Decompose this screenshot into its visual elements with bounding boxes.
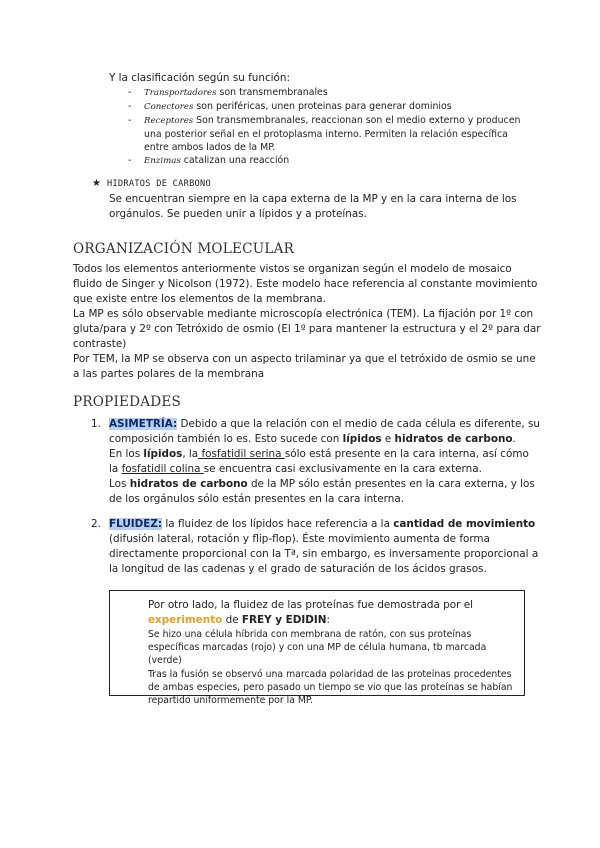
- star-icon: ★: [92, 178, 101, 189]
- dash-bullet: -: [128, 155, 132, 166]
- functions-list: [128, 86, 528, 168]
- asymmetry-bold: lípidos: [143, 448, 183, 460]
- experiment-keyword: experimento: [148, 614, 223, 626]
- function-term: Conectores: [144, 102, 194, 112]
- asymmetry-line-1: [109, 417, 541, 447]
- function-text: Son transmembranales, reaccionan son el medio externo y producen una posterior señal en el protoplasma interno. Permiten la relación específica entre ambos lados de la MP.: [144, 115, 521, 153]
- carbohydrates-text: Se encuentran siempre en la capa externa de la MP y en la cara interna de los orgánulos. Se pueden unir a lípidos y a proteínas.: [109, 193, 517, 220]
- dash-bullet: -: [128, 115, 132, 126]
- asymmetry-bold: hidratos de carbono: [394, 433, 513, 445]
- asymmetry-text: se encuentra casi exclusivamente en la cara externa.: [203, 463, 482, 475]
- experiment-intro: [148, 598, 518, 628]
- experiment-text: Por otro lado, la fluidez de las proteínas fue demostrada por el: [148, 599, 473, 611]
- function-item: [128, 114, 528, 154]
- function-term: Transportadores: [144, 88, 217, 98]
- functions-intro: Y la clasificación según su función:: [109, 72, 290, 84]
- dash-bullet: -: [128, 87, 132, 98]
- asymmetry-text: .: [512, 433, 516, 445]
- experiment-box-content: [148, 598, 518, 707]
- molecular-heading: ORGANIZACIÓN MOLECULAR: [73, 241, 295, 257]
- asymmetry-text: En los: [109, 448, 144, 460]
- experiment-text: de: [222, 614, 242, 626]
- list-number: 1.: [91, 418, 101, 430]
- asymmetry-bold: hidratos de carbono: [129, 478, 248, 490]
- function-text: son transmembranales: [216, 87, 328, 98]
- function-term: Enzimas: [144, 156, 181, 166]
- molecular-paragraph: La MP es sólo observable mediante microscopía electrónica (TEM). La fijación por 1º con gluta/para y 2º con Tetróxido de osmio (El 1º para mantener la estructura y el 2º para dar contraste): [73, 308, 541, 350]
- asymmetry-text: e: [381, 433, 395, 445]
- fluidity-bold: cantidad de movimiento: [393, 518, 536, 530]
- list-number: 2.: [91, 518, 101, 530]
- function-item: [128, 100, 528, 114]
- fluidity-text: (difusión lateral, rotación y flip-flop). Éste movimiento aumenta de forma directamente proporcional con la Tª, sin embargo, es inversamente proporcional a la longitud de las cadenas y el grado de saturación de los ácidos grasos.: [109, 533, 539, 575]
- experiment-names: FREY y EDIDIN: [241, 614, 327, 626]
- fluidity-text: la fluidez de los lípidos hace referencia a la: [162, 518, 394, 530]
- fluidity-body: [109, 517, 541, 577]
- asymmetry-body: [109, 417, 541, 507]
- properties-heading: PROPIEDADES: [73, 394, 182, 410]
- asymmetry-line-3: [109, 477, 541, 507]
- experiment-paragraph: Se hizo una célula híbrida con membrana de ratón, con sus proteínas específicas marcadas (rojo) y con una MP de célula humana, tb marcada (verde): [148, 629, 487, 667]
- function-item: [128, 86, 528, 100]
- function-item: [128, 154, 528, 168]
- asymmetry-underlined: fosfatidil colina: [121, 463, 204, 475]
- asymmetry-text: , la: [182, 448, 199, 460]
- asymmetry-text: Debido a que la relación con el medio de cada célula es diferente, su composición también lo es. Esto sucede con: [109, 418, 540, 445]
- experiment-text: :: [326, 614, 330, 626]
- asymmetry-line-2: [109, 447, 541, 477]
- asymmetry-text: Los: [109, 478, 130, 490]
- asymmetry-label: ASIMETRÍA:: [109, 418, 178, 430]
- asymmetry-underlined: fosfatidil serina: [198, 448, 285, 460]
- carbohydrates-heading: [92, 178, 211, 189]
- asymmetry-bold: lípidos: [342, 433, 382, 445]
- function-term: Receptores: [144, 116, 194, 126]
- asymmetry-text: sólo está presente en la cara interna, así cómo la: [109, 448, 529, 475]
- dash-bullet: -: [128, 101, 132, 112]
- experiment-box: [109, 590, 525, 707]
- fluidity-label: FLUIDEZ:: [109, 518, 163, 530]
- asymmetry-text: de la MP sólo están presentes en la cara externa, y los de los orgánulos sólo están presentes en la cara interna.: [109, 478, 535, 505]
- experiment-paragraph: Tras la fusión se observó una marcada polaridad de las proteínas procedentes de ambas especies, pero pasado un tiempo se vio que las proteínas se habían repartido uniformemente por la MP.: [148, 668, 513, 707]
- function-text: son periféricas, unen proteinas para generar dominios: [193, 101, 452, 112]
- function-text: catalizan una reacción: [180, 155, 290, 166]
- carbohydrates-heading-label: HIDRATOS DE CARBONO: [106, 179, 211, 189]
- molecular-paragraph: Por TEM, la MP se observa con un aspecto trilaminar ya que el tetróxido de osmio se une a las partes polares de la membrana: [73, 353, 536, 380]
- molecular-paragraph: Todos los elementos anteriormente vistos se organizan según el modelo de mosaico fluido de Singer y Nicolson (1972). Este modelo hace referencia al constante movimiento que existe entre los elementos de la membrana.: [73, 263, 538, 305]
- molecular-text: [73, 262, 543, 382]
